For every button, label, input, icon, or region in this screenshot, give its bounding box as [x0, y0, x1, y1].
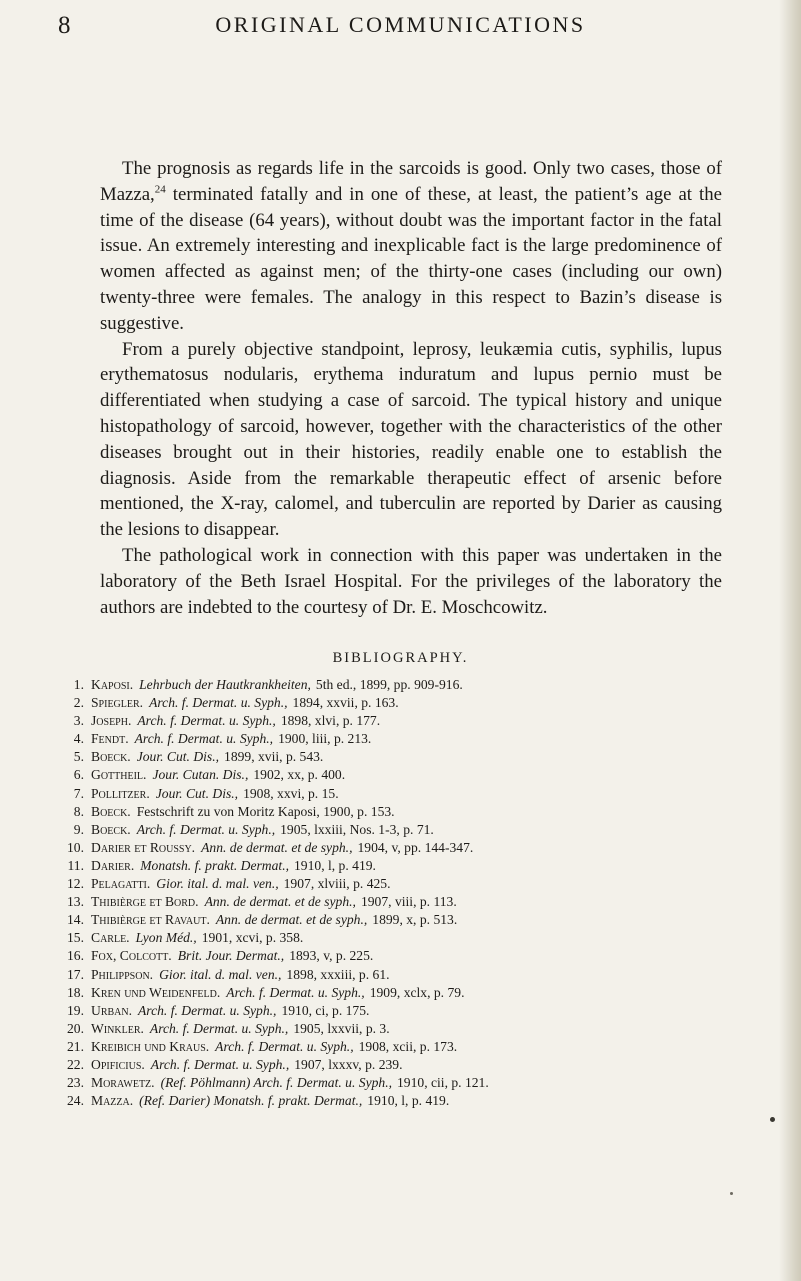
entry-citation: 1910, cii, p. 121. [397, 1075, 489, 1091]
bibliography-entry [60, 911, 780, 929]
entry-title: Gior. ital. d. mal. ven., [156, 876, 279, 892]
entry-author: Fendt. [91, 731, 129, 747]
bibliography-entry [60, 712, 780, 730]
entry-citation: 1907, xlviii, p. 425. [283, 876, 391, 892]
entry-citation: 1908, xxvi, p. 15. [243, 785, 339, 801]
entry-title: Jour. Cutan. Dis., [152, 767, 249, 783]
entry-citation: 1907, viii, p. 113. [360, 894, 457, 910]
entry-number: 12. [67, 876, 84, 892]
entry-number: 23. [67, 1075, 84, 1091]
entry-author: Thibièrge et Bord. [91, 894, 199, 910]
entry-number: 20. [67, 1020, 84, 1036]
entry-author: Boeck. [91, 803, 131, 819]
footnote-ref-24: 24 [154, 183, 166, 196]
entry-title: Arch. f. Dermat. u. Syph., [226, 984, 365, 1000]
bibliography-entry [60, 1056, 780, 1074]
paragraph-acknowledgements: The pathological work in connection with this paper was undertaken in the laboratory of the Beth Israel Hospital. For the privileges of the laboratory the authors are indebted to the courtesy of Dr. E. Moschcowitz. [100, 544, 722, 618]
bibliography-entry [60, 766, 780, 784]
page-number: 8 [58, 12, 71, 39]
entry-title: Arch. f. Dermat. u. Syph., [137, 713, 276, 729]
bibliography-entry [60, 857, 780, 875]
entry-title: (Ref. Darier) Monatsh. f. prakt. Dermat., [139, 1093, 363, 1109]
entry-title: Arch. f. Dermat. u. Syph., [134, 731, 274, 747]
bibliography-entry [60, 1020, 780, 1038]
entry-number: 4. [73, 731, 84, 747]
entry-number: 1. [73, 677, 84, 692]
entry-title: Lyon Méd., [135, 930, 197, 946]
bibliography-entry [60, 676, 780, 694]
entry-title: Gior. ital. d. mal. ven., [159, 966, 282, 982]
entry-title: (Ref. Pöhlmann) Arch. f. Dermat. u. Syph., [160, 1075, 392, 1091]
entry-author: Winkler. [91, 1020, 144, 1036]
entry-author: Boeck. [91, 749, 131, 765]
bibliography-heading: BIBLIOGRAPHY. [332, 650, 469, 666]
running-head: ORIGINAL COMMUNICATIONS [215, 12, 586, 37]
entry-title: Ann. de dermat. et de syph., [201, 839, 353, 855]
ink-speck [730, 1192, 733, 1195]
entry-author: Darier et Roussy. [91, 839, 196, 855]
entry-citation: 1899, x, p. 513. [372, 912, 458, 928]
entry-citation: 1898, xlvi, p. 177. [280, 713, 381, 729]
entry-citation: 1901, xcvi, p. 358. [201, 930, 304, 946]
entry-title: Monatsh. f. prakt. Dermat., [140, 857, 289, 873]
bibliography-entry [60, 694, 780, 712]
page-edge-shadow [779, 0, 801, 1281]
entry-author: Philippson. [91, 966, 154, 982]
bibliography-entry [60, 1074, 780, 1092]
article-body [100, 156, 722, 620]
entry-citation: 5th ed., 1899, pp. 909-916. [315, 677, 463, 692]
entry-author: Spiegler. [91, 695, 144, 711]
entry-author: Kren und Weidenfeld. [91, 984, 221, 1000]
entry-number: 3. [73, 713, 84, 729]
bibliography-entry [60, 821, 780, 839]
bibliography-entry [60, 785, 780, 803]
bibliography-entry [60, 1092, 780, 1110]
entry-number: 13. [67, 894, 84, 910]
bibliography-entry [60, 748, 780, 766]
entry-number: 2. [73, 695, 84, 711]
entry-citation: 1902, xx, p. 400. [253, 767, 346, 783]
entry-citation: 1910, ci, p. 175. [281, 1002, 370, 1018]
entry-author: Thibièrge et Ravaut. [91, 912, 210, 928]
bibliography-entry [60, 1002, 780, 1020]
entry-citation: 1893, v, p. 225. [289, 948, 374, 964]
entry-number: 18. [67, 984, 84, 1000]
bibliography-entry [60, 984, 780, 1002]
entry-author: Fox, Colcott. [91, 948, 172, 964]
paragraph-differential-diagnosis: From a purely objective standpoint, leprosy, leukæmia cutis, syphilis, lupus erythematosus nodularis, erythema induratum and lupus pernio must be differentiated when studying a case of sarcoid. The typical history and unique histopathology of sarcoid, however, together with the characteristics of the other diseases brought out in their histories, readily enable one to establish the diagnosis. Aside from the remarkable therapeutic effect of arsenic before mentioned, the X-ray, calomel, and tuberculin are reported by Darier as causing the lesions to disappear. [100, 338, 722, 541]
entry-author: Joseph. [91, 713, 132, 729]
entry-number: 19. [67, 1002, 84, 1018]
bibliography-entry [60, 966, 780, 984]
entry-author: Darier. [91, 857, 135, 873]
entry-number: 15. [67, 930, 84, 946]
entry-number: 24. [67, 1093, 84, 1109]
entry-title: Arch. f. Dermat. u. Syph., [150, 1056, 290, 1072]
entry-citation: 1899, xvii, p. 543. [224, 749, 324, 765]
entry-author: Carle. [91, 930, 130, 946]
entry-title: Arch. f. Dermat. u. Syph., [149, 1020, 289, 1036]
entry-title: Ann. de dermat. et de syph., [215, 912, 368, 928]
paragraph-text: terminated fatally and in one of these, at least, the patient’s age at the time of the disease (64 years), without doubt was the important factor in the fatal issue. An extremely interesting and inexplicable fact is the large predominence of women affected as against men; of the thirty-one cases (including our own) twenty-three were females. The analogy in this respect to Bazin’s disease is suggestive. [100, 183, 722, 334]
entry-number: 10. [67, 839, 84, 855]
entry-author: Kaposi. [91, 677, 134, 692]
entry-number: 11. [67, 857, 84, 873]
entry-title: Arch. f. Dermat. u. Syph., [136, 821, 276, 837]
bibliography-entry [60, 875, 780, 893]
entry-author: Urban. [91, 1002, 132, 1018]
entry-citation: 1905, lxxiii, Nos. 1-3, p. 71. [280, 821, 434, 837]
entry-author: Pelagatti. [91, 876, 151, 892]
entry-title: Jour. Cut. Dis., [136, 749, 220, 765]
entry-number: 22. [67, 1056, 84, 1072]
entry-citation: 1909, xclx, p. 79. [369, 984, 465, 1000]
entry-title: Ann. de dermat. et de syph., [204, 894, 356, 910]
bibliography-entry [60, 947, 780, 965]
entry-number: 17. [67, 966, 84, 982]
bibliography-entry [60, 893, 780, 911]
entry-author: Gottheil. [91, 767, 147, 783]
entry-title: Lehrbuch der Hautkrankheiten, [139, 677, 311, 692]
entry-title: Arch. f. Dermat. u. Syph., [149, 695, 288, 711]
entry-number: 14. [67, 912, 84, 928]
bibliography-entry [60, 1038, 780, 1056]
entry-author: Morawetz. [91, 1075, 155, 1091]
entry-citation: 1910, l, p. 419. [294, 857, 376, 873]
entry-citation: 1905, lxxvii, p. 3. [293, 1020, 390, 1036]
entry-citation: 1904, v, pp. 144-347. [357, 839, 474, 855]
entry-citation: 1900, liii, p. 213. [278, 731, 372, 747]
entry-number: 16. [67, 948, 84, 964]
entry-title: Brit. Jour. Dermat., [177, 948, 285, 964]
bibliography-entry [60, 803, 780, 821]
paragraph-prognosis [100, 156, 722, 337]
entry-citation: 1907, lxxxv, p. 239. [294, 1056, 403, 1072]
entry-citation: 1894, xxvii, p. 163. [292, 695, 399, 711]
entry-number: 8. [73, 803, 84, 819]
entry-citation: 1908, xcii, p. 173. [358, 1038, 458, 1054]
ink-speck [770, 1117, 775, 1122]
entry-author: Mazza. [91, 1093, 134, 1109]
bibliography-entry [60, 929, 780, 947]
entry-citation: Festschrift zu von Moritz Kaposi, 1900, p. 153. [136, 803, 395, 819]
entry-number: 5. [73, 749, 84, 765]
entry-title: Arch. f. Dermat. u. Syph., [138, 1002, 277, 1018]
entry-author: Boeck. [91, 821, 131, 837]
bibliography-entry [60, 730, 780, 748]
entry-author: Pollitzer. [91, 785, 150, 801]
entry-number: 7. [73, 785, 84, 801]
bibliography-list [60, 676, 780, 1110]
entry-author: Opificius. [91, 1056, 145, 1072]
entry-citation: 1910, l, p. 419. [367, 1093, 450, 1109]
entry-citation: 1898, xxxiii, p. 61. [286, 966, 390, 982]
page-header [0, 12, 801, 42]
entry-title: Arch. f. Dermat. u. Syph., [215, 1038, 354, 1054]
entry-author: Kreibich und Kraus. [91, 1038, 210, 1054]
bibliography-entry [60, 839, 780, 857]
paragraph-text: The prognosis as regards life in the sarcoids is good. Only two cases, those of Mazza, [100, 158, 722, 205]
entry-title: Jour. Cut. Dis., [155, 785, 239, 801]
entry-number: 9. [73, 821, 84, 837]
entry-number: 21. [67, 1038, 84, 1054]
entry-number: 6. [73, 767, 84, 783]
